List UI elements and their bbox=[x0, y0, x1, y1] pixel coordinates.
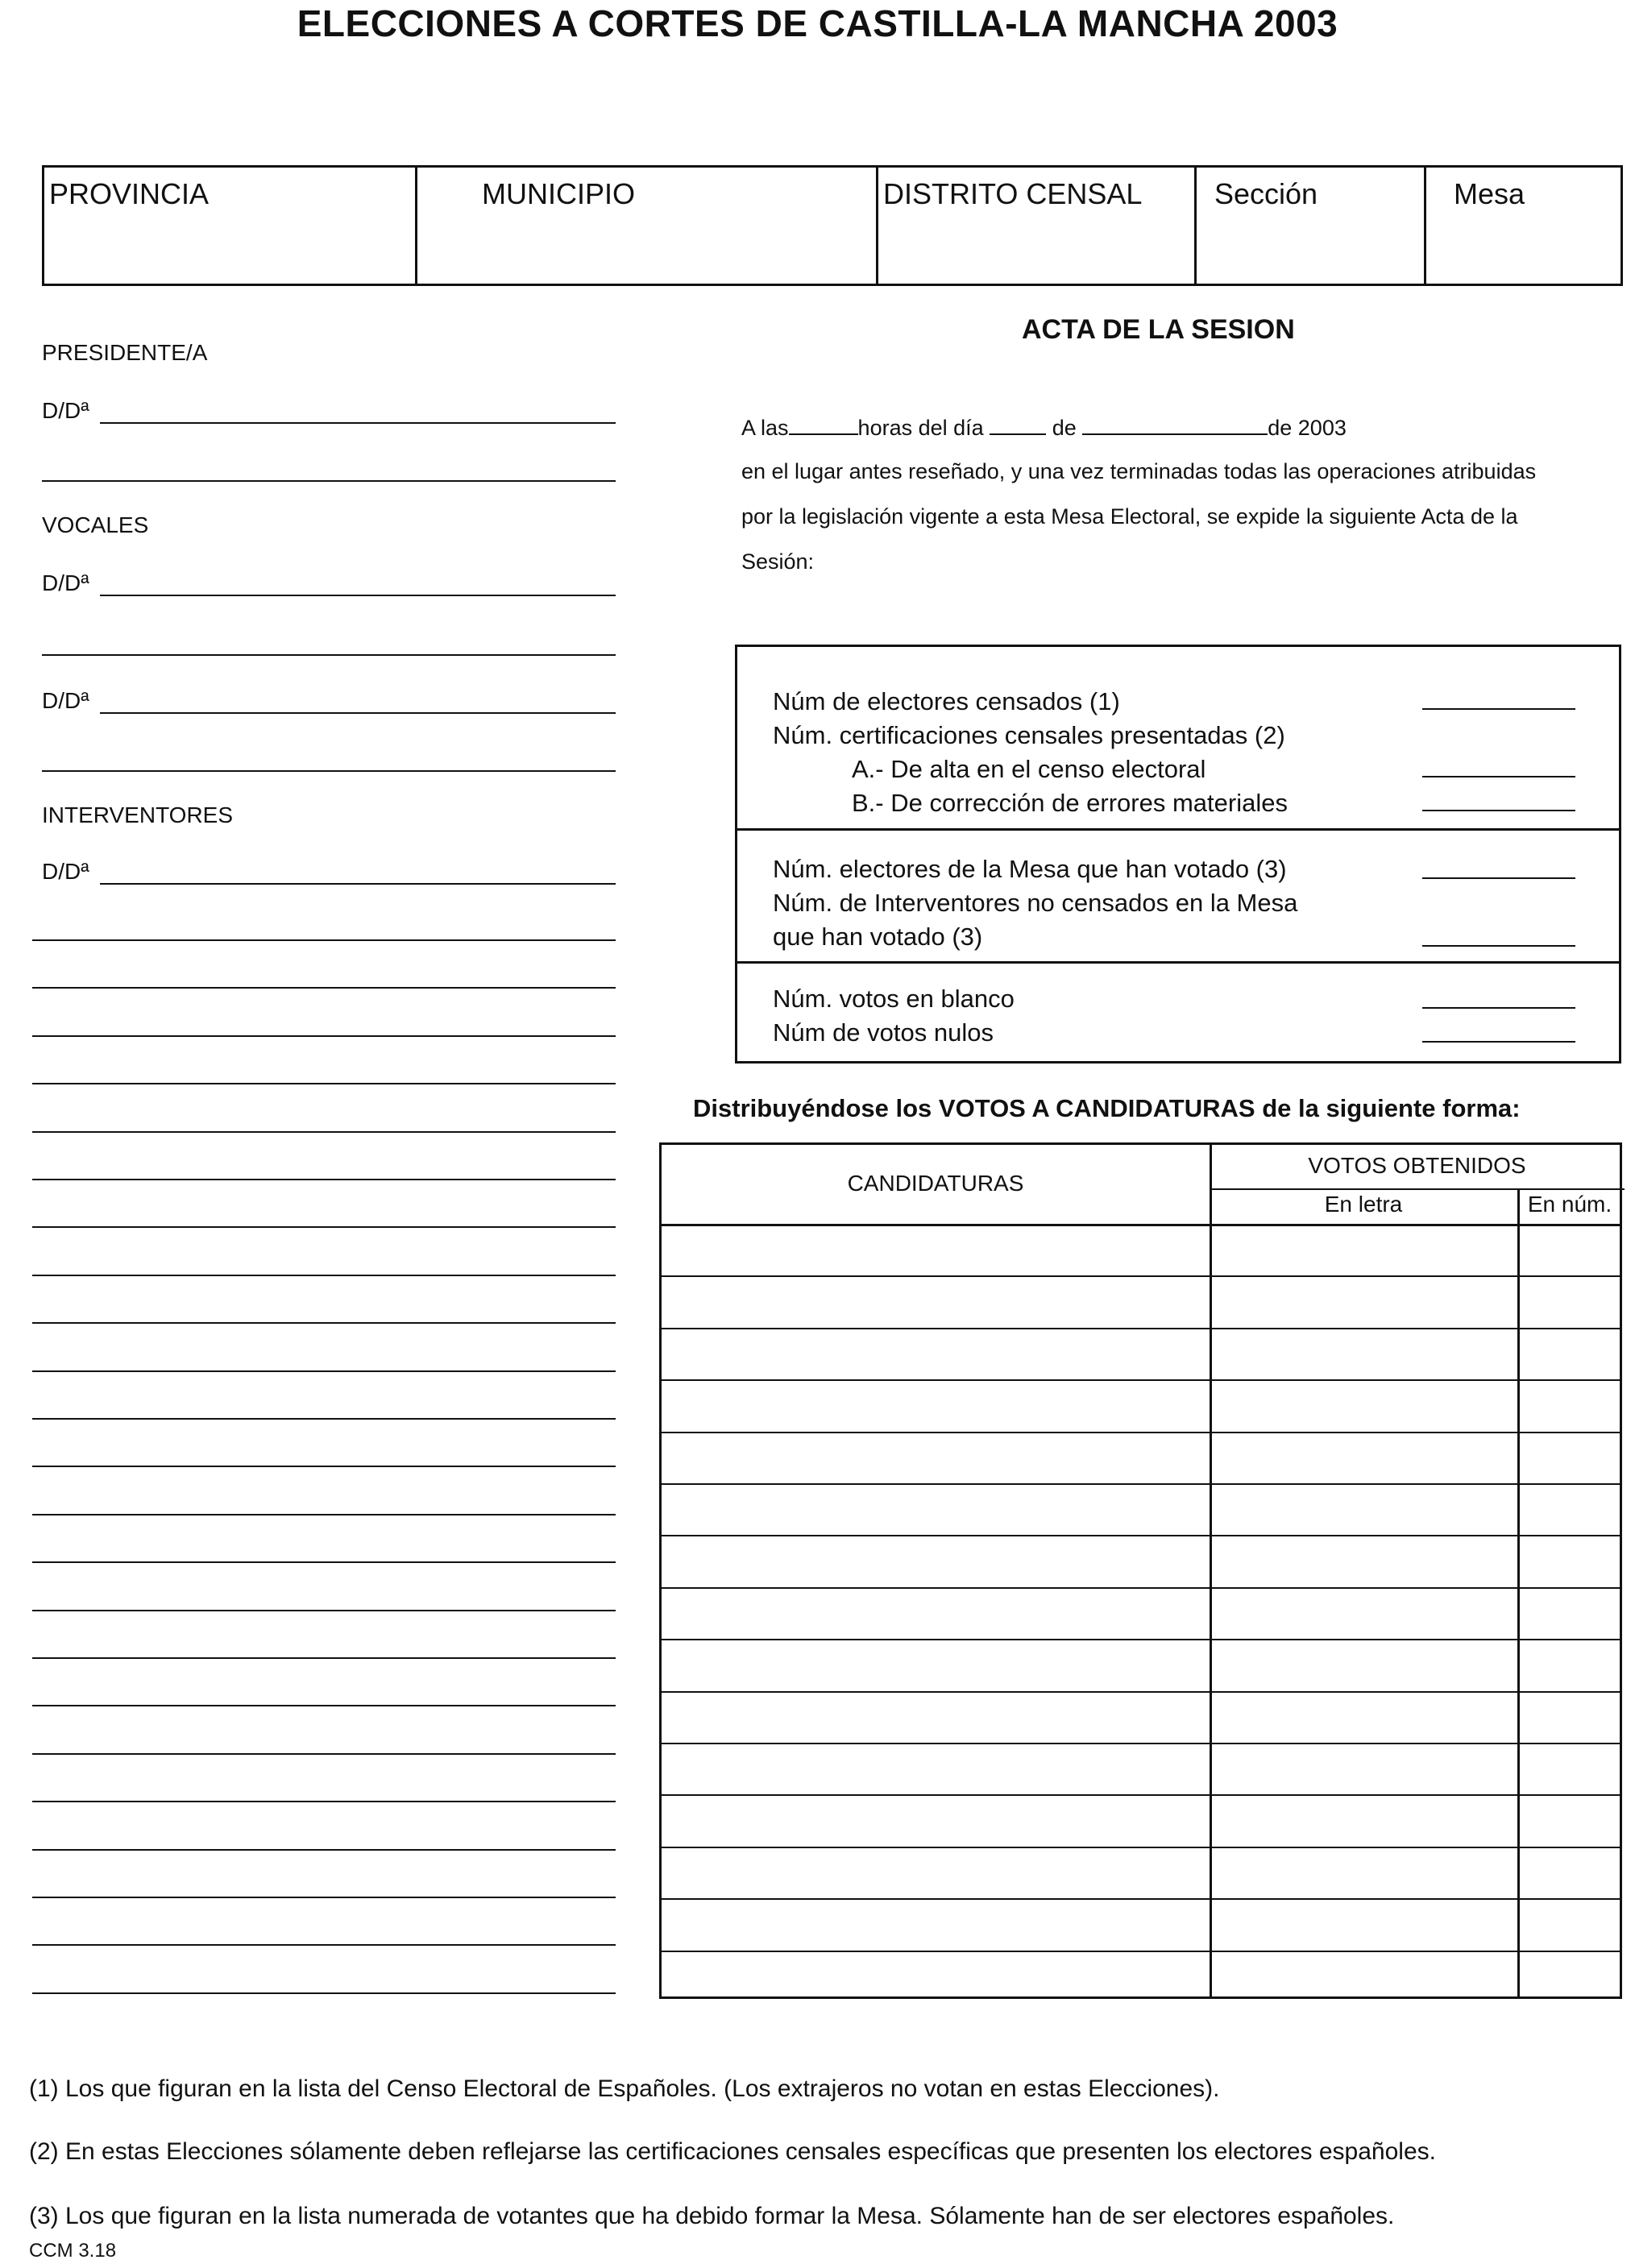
candidaturas-header: CANDIDATURAS bbox=[847, 1171, 1024, 1196]
interventor-line[interactable] bbox=[32, 1992, 616, 1994]
seccion-label: Sección bbox=[1214, 177, 1318, 210]
table-row-divider bbox=[662, 1743, 1620, 1744]
distrib-title: Distribuyéndose los VOTOS A CANDIDATURAS de la siguiente forma: bbox=[693, 1094, 1521, 1122]
dd-label: D/Dª bbox=[42, 570, 89, 595]
table-row-divider bbox=[662, 1328, 1620, 1329]
mesa-label: Mesa bbox=[1454, 177, 1525, 210]
footnote-2: (2) En estas Elecciones sólamente deben reflejarse las certificaciones censales específicas que presenten los electores españoles. bbox=[29, 2138, 1436, 2165]
interventor-line[interactable] bbox=[32, 1370, 616, 1372]
vocales-label: VOCALES bbox=[42, 512, 149, 537]
presidente-label: PRESIDENTE/A bbox=[42, 340, 208, 365]
table-row-divider bbox=[662, 1794, 1620, 1796]
candidaturas-table bbox=[659, 1142, 1622, 1999]
interventor-line[interactable] bbox=[32, 1657, 616, 1659]
interventor-line[interactable] bbox=[32, 1035, 616, 1037]
interventores-label: INTERVENTORES bbox=[42, 802, 234, 827]
column-divider bbox=[1210, 1145, 1212, 1996]
interventor-line[interactable] bbox=[32, 1083, 616, 1084]
distrito-label: DISTRITO CENSAL bbox=[883, 177, 1143, 210]
correccion-blank[interactable] bbox=[1422, 810, 1575, 811]
interventores-votado-label: Núm. de Interventores no censados en la Mesa bbox=[773, 889, 1298, 917]
censados-label: Núm de electores censados (1) bbox=[773, 687, 1120, 715]
signature-line[interactable] bbox=[42, 480, 616, 482]
stats-section-census bbox=[737, 647, 1619, 831]
provincia-label: PROVINCIA bbox=[49, 177, 210, 210]
interventor-line[interactable] bbox=[32, 1418, 616, 1420]
interventor-line[interactable] bbox=[32, 1275, 616, 1276]
table-row-divider bbox=[662, 1535, 1620, 1536]
censados-blank[interactable] bbox=[1422, 708, 1575, 710]
alta-blank[interactable] bbox=[1422, 776, 1575, 777]
horas-text: horas del día bbox=[857, 416, 984, 440]
stats-section-votantes bbox=[737, 831, 1619, 964]
presidente-signature-line[interactable] bbox=[100, 422, 616, 424]
column-divider bbox=[1517, 1188, 1520, 1996]
en-num-header: En núm. bbox=[1527, 1192, 1612, 1217]
year-text: de 2003 bbox=[1268, 416, 1347, 440]
table-row-divider bbox=[662, 1275, 1620, 1277]
interventores-votado-label-2: que han votado (3) bbox=[773, 923, 983, 951]
alta-label: A.- De alta en el censo electoral bbox=[852, 755, 1206, 783]
interventor-line[interactable] bbox=[32, 1561, 616, 1563]
interventores-votado-blank[interactable] bbox=[1422, 945, 1575, 947]
municipio-label: MUNICIPIO bbox=[482, 177, 636, 210]
votado-blank[interactable] bbox=[1422, 877, 1575, 879]
acta-date-line bbox=[741, 414, 1347, 441]
nulos-label: Núm de votos nulos bbox=[773, 1018, 994, 1047]
interventor-line[interactable] bbox=[32, 1944, 616, 1946]
vocal-signature-line[interactable] bbox=[100, 595, 616, 596]
signature-line[interactable] bbox=[42, 654, 616, 656]
interventor-line[interactable] bbox=[32, 1801, 616, 1802]
interventor-line[interactable] bbox=[32, 1897, 616, 1898]
distrito-field[interactable] bbox=[878, 168, 1197, 284]
correccion-label: B.- De corrección de errores materiales bbox=[852, 789, 1288, 817]
acta-text-line: por la legislación vigente a esta Mesa Electoral, se expide la siguiente Acta de la bbox=[741, 504, 1518, 529]
interventor-line[interactable] bbox=[32, 987, 616, 989]
signature-line[interactable] bbox=[42, 770, 616, 772]
acta-title: ACTA DE LA SESION bbox=[1022, 314, 1295, 345]
seccion-field[interactable] bbox=[1197, 168, 1426, 284]
header-bottom-rule bbox=[662, 1224, 1620, 1226]
mesa-field[interactable] bbox=[1426, 168, 1620, 284]
table-row-divider bbox=[662, 1432, 1620, 1433]
interventor-line[interactable] bbox=[32, 1705, 616, 1706]
interventor-line[interactable] bbox=[32, 1753, 616, 1755]
footnote-1: (1) Los que figuran en la lista del Censo Electoral de Españoles. (Los extrajeros no votan en estas Elecciones). bbox=[29, 2075, 1220, 2102]
interventor-line[interactable] bbox=[32, 1131, 616, 1133]
interventor-line[interactable] bbox=[32, 939, 616, 941]
en-letra-header: En letra bbox=[1324, 1192, 1403, 1217]
interventor-line[interactable] bbox=[32, 1610, 616, 1611]
blanco-blank[interactable] bbox=[1422, 1007, 1575, 1009]
interventor-line[interactable] bbox=[32, 1466, 616, 1467]
table-row-divider bbox=[662, 1847, 1620, 1848]
dd-label: D/Dª bbox=[42, 688, 89, 713]
form-code: CCM 3.18 bbox=[29, 2240, 117, 2262]
interventor-signature-line[interactable] bbox=[100, 883, 616, 885]
table-row-divider bbox=[662, 1379, 1620, 1381]
stats-box bbox=[735, 645, 1621, 1064]
page-title: ELECCIONES A CORTES DE CASTILLA-LA MANCHA 2003 bbox=[297, 2, 1338, 44]
de-text: de bbox=[1052, 416, 1077, 440]
day-blank[interactable] bbox=[990, 414, 1046, 435]
table-row-divider bbox=[662, 1898, 1620, 1900]
interventor-line[interactable] bbox=[32, 1514, 616, 1515]
table-row-divider bbox=[662, 1639, 1620, 1640]
a-las-text: A las bbox=[741, 416, 789, 440]
vocal-signature-line[interactable] bbox=[100, 712, 616, 714]
interventor-line[interactable] bbox=[32, 1322, 616, 1324]
votos-obtenidos-header: VOTOS OBTENIDOS bbox=[1308, 1153, 1526, 1178]
table-row-divider bbox=[662, 1951, 1620, 1952]
table-row-divider bbox=[662, 1691, 1620, 1693]
acta-text-line: en el lugar antes reseñado, y una vez terminadas todas las operaciones atribuidas bbox=[741, 459, 1537, 483]
table-row-divider bbox=[662, 1587, 1620, 1589]
provincia-field[interactable] bbox=[44, 168, 417, 284]
nulos-blank[interactable] bbox=[1422, 1041, 1575, 1043]
footnote-3: (3) Los que figuran en la lista numerada de votantes que ha debido formar la Mesa. Sólamente han de ser electores españoles. bbox=[29, 2203, 1395, 2229]
blanco-label: Núm. votos en blanco bbox=[773, 985, 1015, 1013]
stats-section-votos bbox=[737, 964, 1619, 1061]
hour-blank[interactable] bbox=[789, 414, 858, 435]
header-table bbox=[42, 165, 1623, 286]
interventor-line[interactable] bbox=[32, 1179, 616, 1180]
dd-label: D/Dª bbox=[42, 859, 89, 884]
month-blank[interactable] bbox=[1082, 414, 1268, 435]
header-divider bbox=[1210, 1188, 1625, 1190]
votado-label: Núm. electores de la Mesa que han votado (3) bbox=[773, 855, 1287, 883]
interventor-line[interactable] bbox=[32, 1849, 616, 1851]
dd-label: D/Dª bbox=[42, 398, 89, 423]
table-row-divider bbox=[662, 1483, 1620, 1485]
interventor-line[interactable] bbox=[32, 1226, 616, 1228]
municipio-field[interactable] bbox=[417, 168, 878, 284]
certificaciones-label: Núm. certificaciones censales presentadas (2) bbox=[773, 721, 1285, 749]
acta-text-line: Sesión: bbox=[741, 549, 815, 574]
